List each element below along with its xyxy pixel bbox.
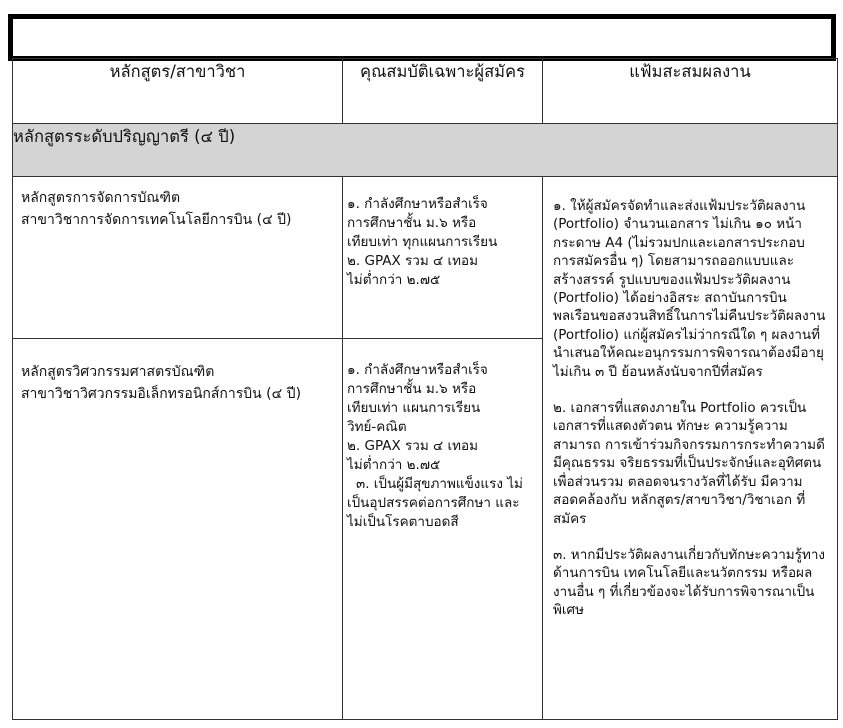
- header-qualifications: คุณสมบัติเฉพาะผู้สมัคร: [343, 59, 543, 124]
- qualification-line: เทียบเท่า ทุกแผนการเรียน: [347, 234, 498, 250]
- admission-table: [12, 58, 838, 720]
- section-label: หลักสูตรระดับปริญญาตรี (๔ ปี): [13, 124, 838, 177]
- qualifications-cell: [343, 339, 543, 720]
- portfolio-item: ๓. หากมีประวัติผลงานเกี่ยวกับทักษะความรู้ทางด้านการบิน เทคโนโลยีและนวัตกรรม หรือผลงานอื่น ๆ ที่เกี่ยวข้องจะได้รับการพิจารณาเป็นพิเศษ: [553, 546, 826, 619]
- qualification-line: ไม่เป็นโรคตาบอดสี: [347, 514, 459, 530]
- qualification-line: ๒. GPAX รวม ๔ เทอม: [347, 253, 479, 269]
- program-cell: [13, 339, 343, 720]
- header-portfolio: แฟ้มสะสมผลงาน: [543, 59, 838, 124]
- qualification-line: ๑. กำลังศึกษาหรือสำเร็จ: [347, 362, 488, 378]
- section-row: [13, 124, 838, 177]
- portfolio-item: ๒. เอกสารที่แสดงภายใน Portfolio ควรเป็นเอกสารที่แสดงตัวตน ทักษะ ความรู้ความสามารถ การเข้าร่วมกิจกรรมการกระทำความดี มีคุณธรรม จริยธรรมที่เป็นประจักษ์และอุทิศตนเพื่อส่วนรวม ตลอดจนรางวัลที่ได้รับ มีความสอดคล้องกับ หลักสูตร/สาขาวิชา/วิชาเอก ที่สมัคร: [553, 400, 825, 527]
- qualification-line: เทียบเท่า แผนการเรียน: [347, 400, 481, 416]
- title-box: [8, 14, 836, 61]
- qualification-line: ๑. กำลังศึกษาหรือสำเร็จ: [347, 196, 488, 212]
- qualification-line: การศึกษาชั้น ม.๖ หรือ: [347, 215, 477, 231]
- program-name-line1: หลักสูตรวิศวกรรมศาสตรบัณฑิต: [21, 364, 215, 380]
- header-row: [13, 59, 838, 124]
- program-name-line2: สาขาวิชาการจัดการเทคโนโลยีการบิน (๔ ปี): [21, 212, 292, 228]
- program-name-line2: สาขาวิชาวิศวกรรมอิเล็กทรอนิกส์การบิน (๔ ปี): [21, 386, 302, 402]
- qualification-line: ๒. GPAX รวม ๔ เทอม: [347, 438, 479, 454]
- header-program: หลักสูตร/สาขาวิชา: [13, 59, 343, 124]
- program-cell: [13, 177, 343, 339]
- qualification-line: ไม่ต่ำกว่า ๒.๗๕: [347, 272, 441, 288]
- qualification-line: ๓. เป็นผู้มีสุขภาพแข็งแรง ไม่: [356, 476, 523, 492]
- program-name-line1: หลักสูตรการจัดการบัณฑิต: [21, 190, 181, 206]
- table-row: [13, 177, 838, 339]
- qualification-line: ไม่ต่ำกว่า ๒.๗๕: [347, 457, 441, 473]
- portfolio-cell: [543, 177, 838, 720]
- qualification-line: เป็นอุปสรรคต่อการศึกษา และ: [347, 495, 520, 511]
- qualification-line: การศึกษาชั้น ม.๖ หรือ: [347, 381, 477, 397]
- qualification-line: วิทย์-คณิต: [347, 419, 407, 435]
- portfolio-item: ๑. ให้ผู้สมัครจัดทำและส่งแฟ้มประวัติผลงาน (Portfolio) จำนวนเอกสาร ไม่เกิน ๑๐ หน้ากระดาษ A4 (ไม่รวมปกและเอกสารประกอบการสมัครอื่น ๆ) โดยสามารถออกแบบและสร้างสรรค์ รูปแบบของแฟ้มประวัติผลงาน (Portfolio) ได้อย่างอิสระ สถาบันการบินพลเรือนขอสงวนสิทธิ์ในการไม่คืนประวัติผลงาน (Portfolio) แก่ผู้สมัครไม่ว่ากรณีใด ๆ ผลงานที่นำเสนอให้คณะอนุกรรมการพิจารณาต้องมีอายุไม่เกิน ๓ ปี ย้อนหลังนับจากปีที่สมัคร: [553, 198, 826, 380]
- qualifications-cell: [343, 177, 543, 339]
